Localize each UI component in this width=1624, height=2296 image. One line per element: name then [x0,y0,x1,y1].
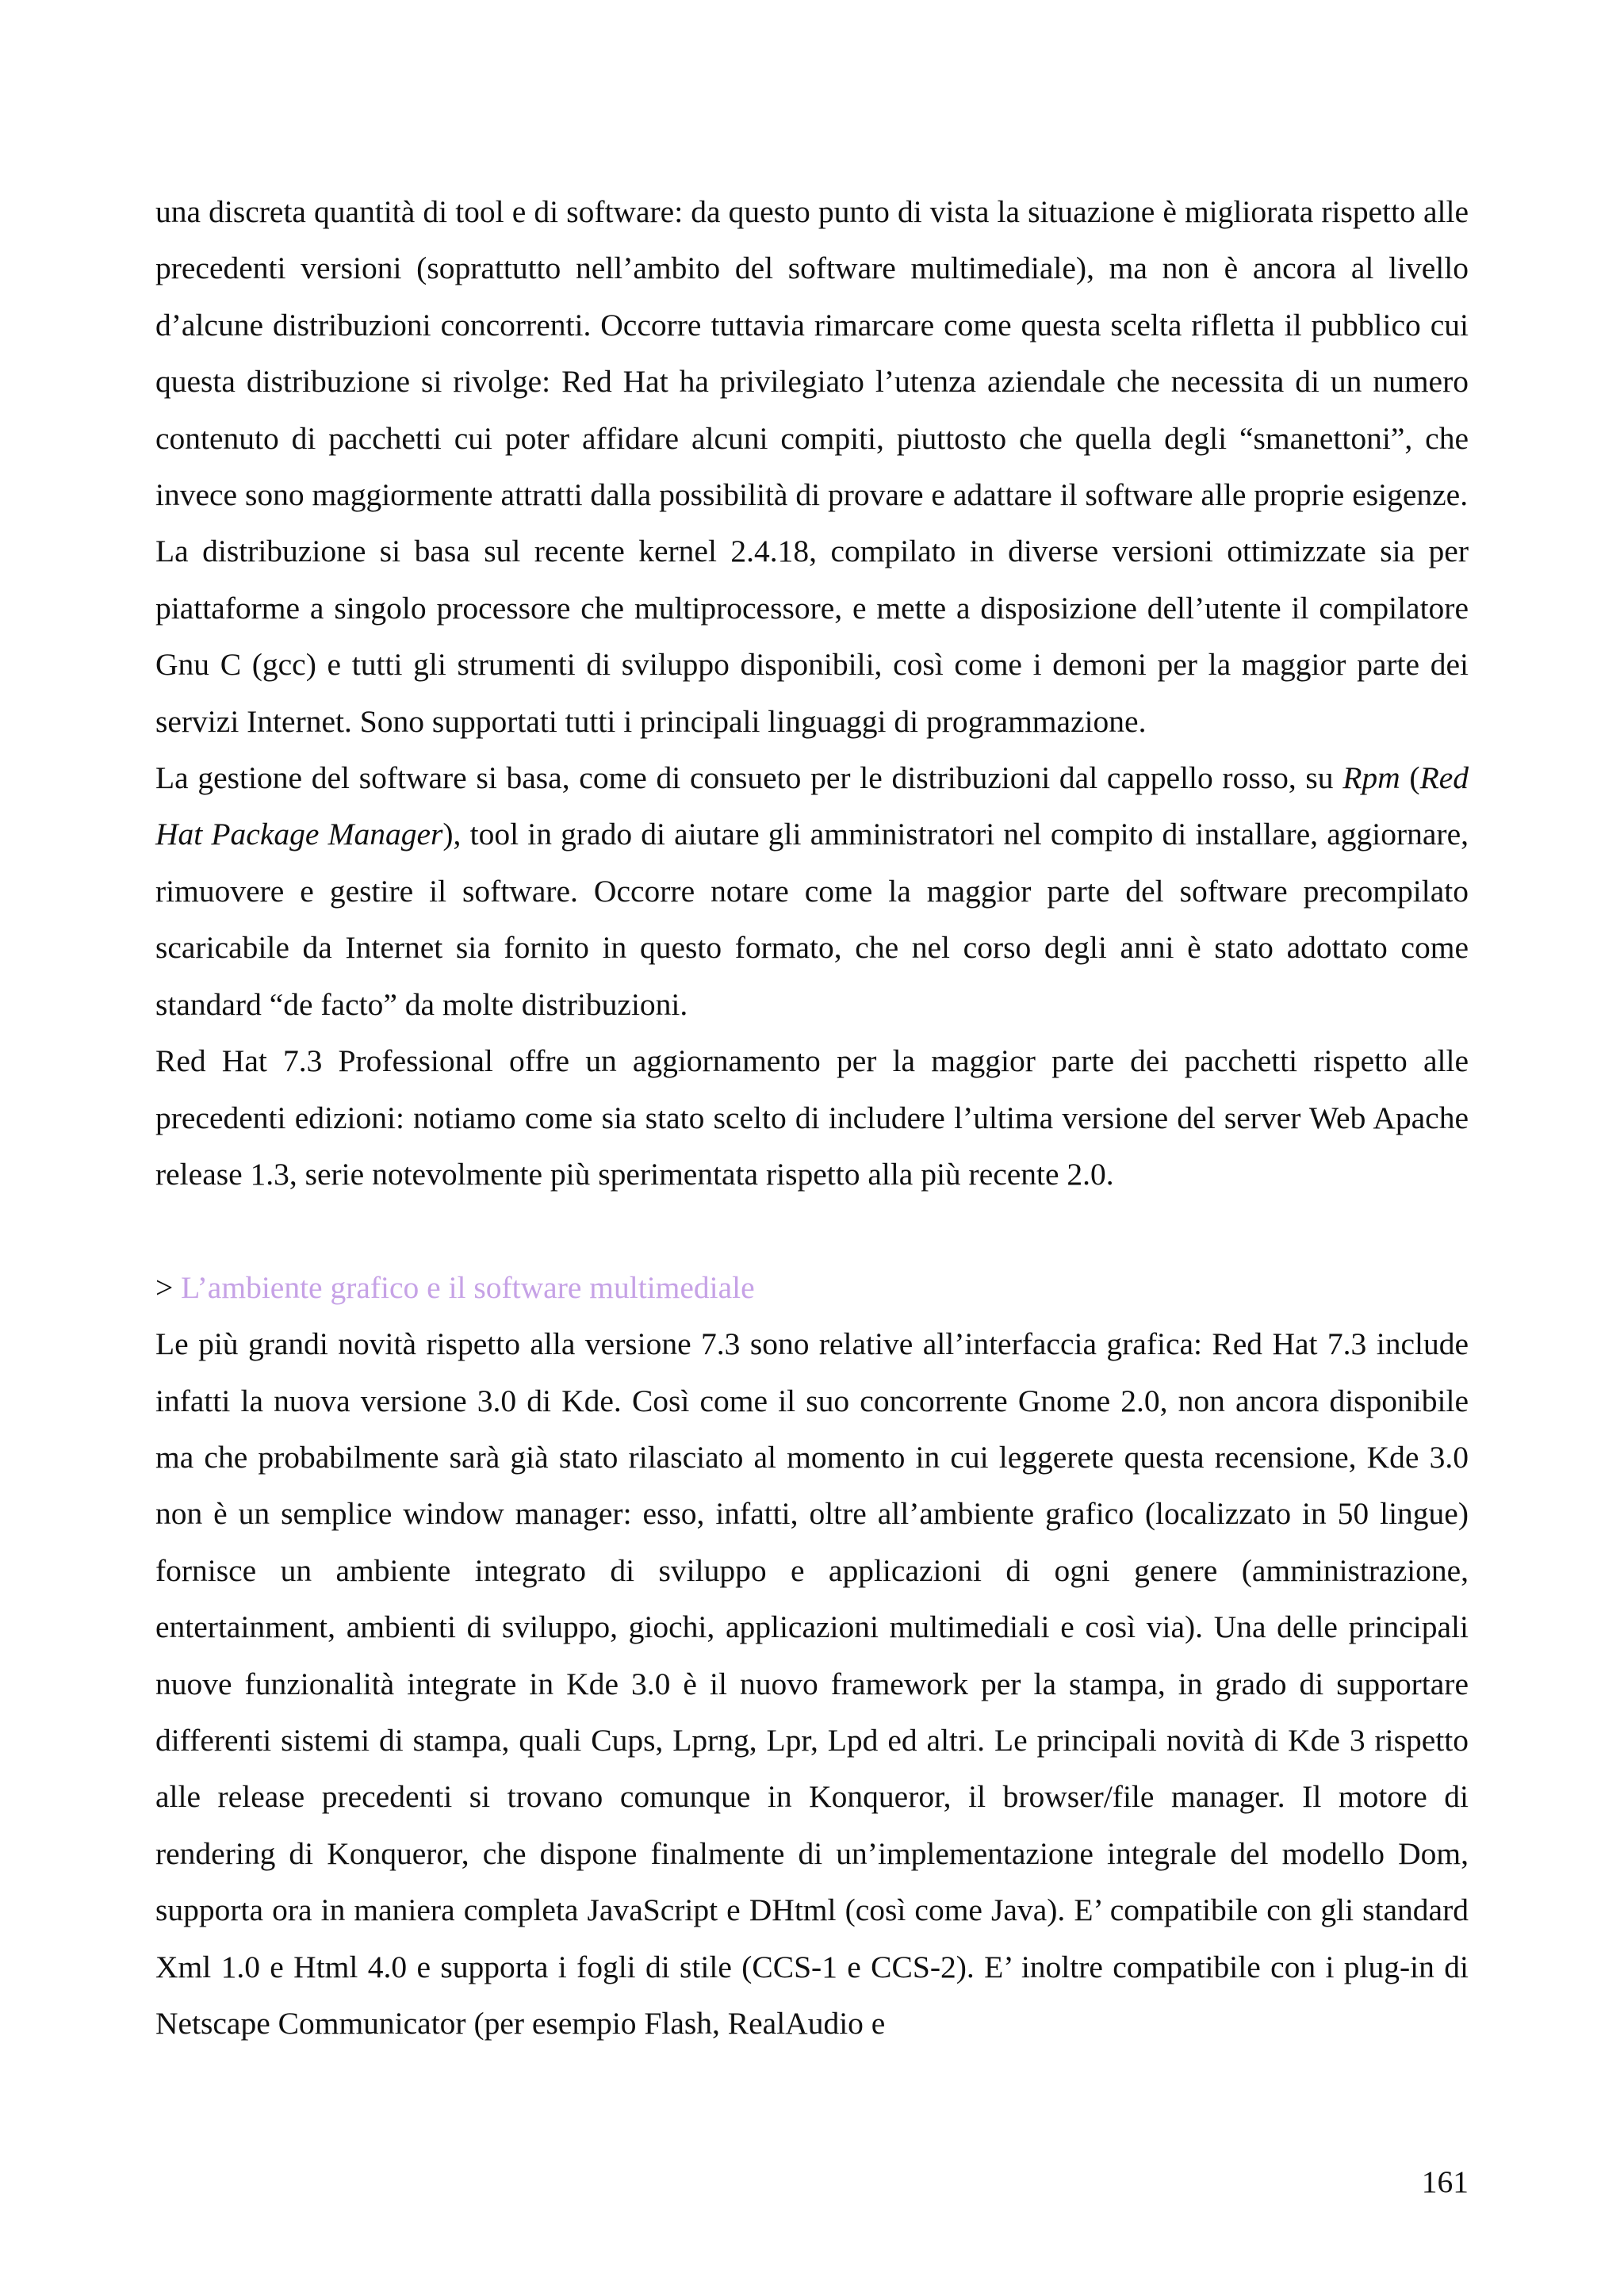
paragraph-kernel [155,523,1469,750]
section-title: L’ambiente grafico e il software multimediale [181,1269,755,1305]
text-segment: La distribuzione si basa sul recente kernel 2.4.18, compilato in diverse versioni ottimizzate sia per piattaforme a singolo processore che multiprocessore, e mette a disposizione dell’utente il compilatore Gnu C (gcc) e tutti gli strumenti di sviluppo disponibili, così come i demoni per la maggior parte dei servizi Internet. Sono supportati tutti i principali linguaggi di programmazione. [155,534,1469,739]
text-segment: Le più grandi novità rispetto alla versione 7.3 sono relative all’interfaccia grafica: Red Hat 7.3 include infatti la nuova versione 3.0 di Kde. Così come il suo concorrente Gnome 2.0, non ancora disponibile ma che probabilmente sarà già stato rilasciato al momento in cui leggerete questa recensione, Kde 3.0 non è un semplice window manager: esso, infatti, oltre all’ambiente grafico (localizzato in 50 lingue) fornisce un ambiente integrato di sviluppo e applicazioni di ogni genere (amministrazione, entertainment, ambienti di sviluppo, giochi, applicazioni multimediali e così via). Una delle principali nuove funzionalità integrate in Kde 3.0 è il nuovo framework per la stampa, in grado di supportare differenti sistemi di stampa, quali Cups, Lprng, Lpr, Lpd ed altri. Le principali novità di Kde 3 rispetto alle release precedenti si trovano comunque in Konqueror, il browser/file manager. Il motore di rendering di Konqueror, che dispone finalmente di un’implementazione integrale del modello Dom, supporta ora in maniera completa JavaScript e DHtml (così come Java). E’ compatibile con gli standard Xml 1.0 e Html 4.0 e supporta i fogli di stile (CCS-1 e CCS-2). E’ inoltre compatibile con i plug-in di Netscape Communicator (per esempio Flash, RealAudio e [155,1326,1469,2041]
text-segment: ( [1400,760,1420,796]
text-segment: Red Hat 7.3 Professional offre un aggiornamento per la maggior parte dei pacchetti rispetto alle precedenti edizioni: notiamo come sia stato scelto di includere l’ultima versione del server Web Apache release 1.3, serie notevolmente più sperimentata rispetto alla più recente 2.0. [155,1043,1469,1192]
paragraph-kde [155,1316,1469,2052]
body-text-top [155,184,1469,1203]
text-segment: ), tool in grado di aiutare gli amministratori nel compito di installare, aggiornare, rimuovere e gestire il software. Occorre notare come la maggior parte del software precompilato scaricabile da Internet sia fornito in questo formato, che nel corso degli anni è stato adottato come standard “de facto” da molte distribuzioni. [155,817,1469,1022]
paragraph-software-selection [155,184,1469,523]
document-page [155,184,1469,2052]
italic-text-segment: Rpm [1342,760,1400,796]
section-gap [155,1203,1469,1259]
section-heading [155,1260,1469,1316]
body-text-bottom [155,1316,1469,2052]
text-segment: una discreta quantità di tool e di software: da questo punto di vista la situazione è migliorata rispetto alle precedenti versioni (soprattutto nell’ambito del software multimediale), ma non è ancora al livello d’alcune distribuzioni concorrenti. Occorre tuttavia rimarcare come questa scelta rifletta il pubblico cui questa distribuzione si rivolge: Red Hat ha privilegiato l’utenza aziendale che necessita di un numero contenuto di pacchetti cui poter affidare alcuni compiti, piuttosto che quella degli “smanettoni”, che invece sono maggiormente attratti dalla possibilità di provare e adattare il software alle proprie esigenze. [155,194,1469,513]
paragraph-packages-update [155,1033,1469,1203]
text-segment: La gestione del software si basa, come di consueto per le distribuzioni dal cappello rosso, su [155,760,1343,796]
section-arrow: > [155,1269,174,1305]
page-number: 161 [1421,2164,1469,2199]
paragraph-rpm [155,750,1469,1033]
italic-text-segment: Red Hat Package Manager [155,760,1469,852]
